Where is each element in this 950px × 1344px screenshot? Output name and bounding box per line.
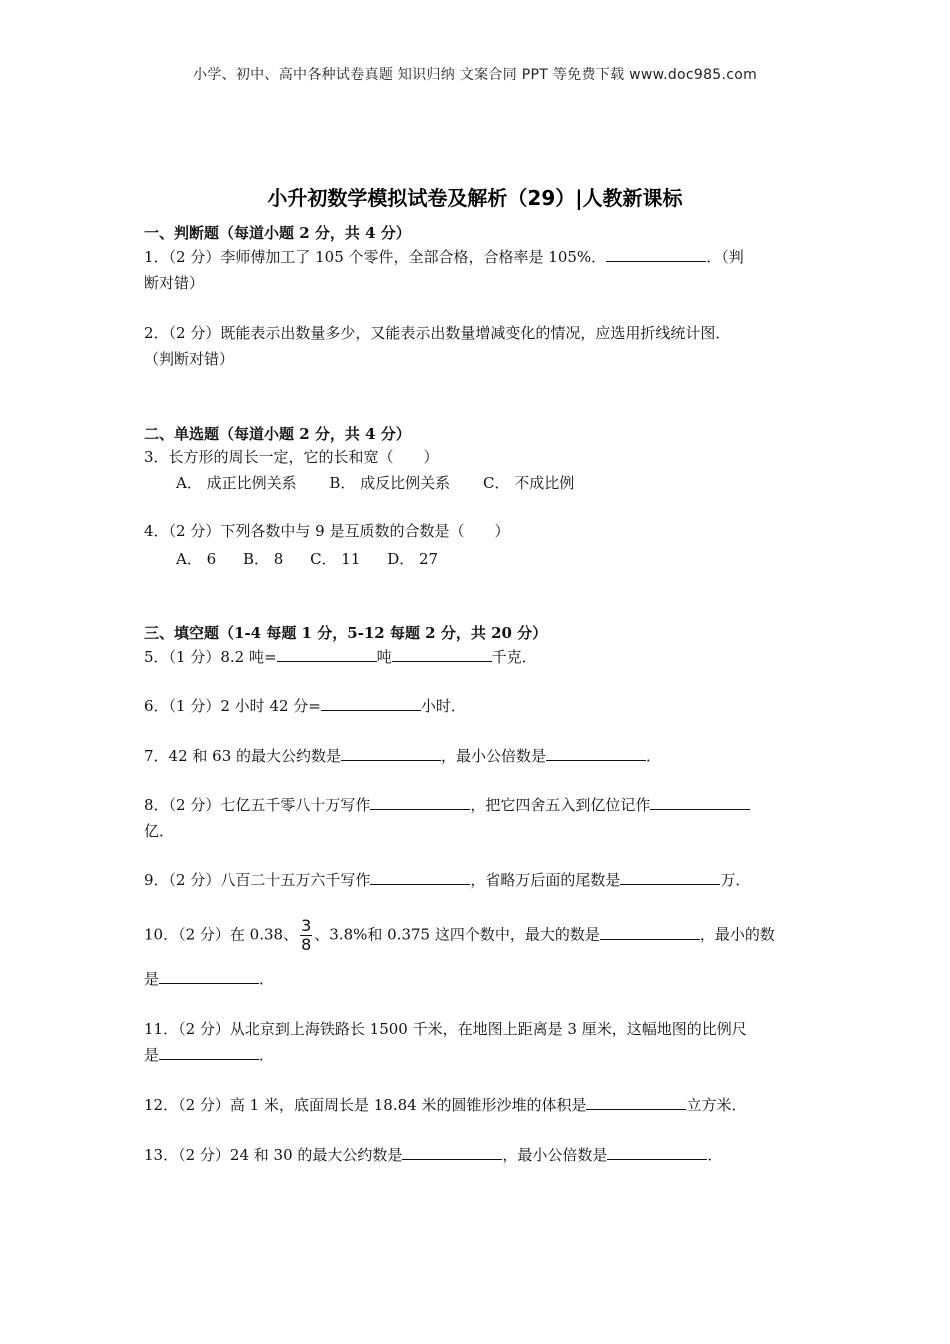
- question-text: （2 分）下列各数中与 9 是互质数的合数是（ ）: [168, 522, 510, 540]
- option-b[interactable]: B． 成反比例关系: [329, 474, 451, 492]
- question-10: [144, 918, 804, 953]
- question-number: 13．: [144, 1146, 179, 1164]
- question-4-options: [176, 548, 460, 569]
- question-4: [144, 518, 804, 544]
- answer-blank[interactable]: [321, 696, 421, 711]
- option-a[interactable]: A． 成正比例关系: [176, 474, 297, 492]
- question-11: [144, 1016, 804, 1068]
- question-number: 12．: [144, 1096, 179, 1114]
- answer-blank[interactable]: [370, 795, 470, 810]
- answer-blank[interactable]: [341, 746, 441, 761]
- question-number: 6．: [144, 697, 169, 715]
- question-text: 亿．: [144, 822, 175, 840]
- option-a[interactable]: A． 6: [176, 550, 217, 568]
- question-number: 4．: [144, 522, 169, 540]
- question-text: 断对错）: [144, 274, 205, 292]
- page-title: 小升初数学模拟试卷及解析（29）|人教新课标: [267, 186, 683, 210]
- question-text: ．: [259, 970, 275, 988]
- question-text: 吨: [376, 648, 392, 666]
- option-c[interactable]: C． 11: [310, 550, 361, 568]
- question-text: 42 和 63 的最大公约数是: [168, 747, 342, 765]
- question-text: （2 分）在 0.38、: [178, 925, 299, 944]
- answer-blank[interactable]: [392, 647, 492, 662]
- question-text: 、3.8%和 0.375 这四个数中，最大的数是: [314, 925, 600, 944]
- answer-blank[interactable]: [277, 647, 377, 662]
- answer-blank[interactable]: [606, 247, 706, 262]
- question-text: ．: [646, 747, 662, 765]
- question-text: 万．: [720, 871, 751, 889]
- question-text: （2 分）从北京到上海铁路长 1500 千米，在地图上距离是 3 厘米，这幅地图的比例尺: [178, 1020, 747, 1038]
- question-number: 3．: [144, 448, 169, 466]
- question-5: [144, 644, 804, 670]
- question-text: 是: [144, 970, 160, 988]
- question-8: [144, 792, 804, 844]
- question-text: ．: [259, 1046, 275, 1064]
- fraction-three-eighths: [300, 918, 312, 953]
- fraction-denominator: 8: [301, 935, 312, 954]
- question-text: （2 分）既能表示出数量多少，又能表示出数量增减变化的情况，应选用折线统计图．: [168, 324, 731, 342]
- question-text: 千克．: [491, 648, 537, 666]
- question-text: ，最小公倍数是: [441, 747, 547, 765]
- question-text: （2 分）李师傅加工了 105 个零件，全部合格，合格率是 105%．: [168, 248, 607, 266]
- option-d[interactable]: D． 27: [387, 550, 439, 568]
- answer-blank[interactable]: [402, 1145, 502, 1160]
- answer-blank[interactable]: [600, 925, 700, 940]
- answer-blank[interactable]: [620, 870, 720, 885]
- answer-blank[interactable]: [650, 795, 750, 810]
- question-text: （2 分）24 和 30 的最大公约数是: [178, 1146, 403, 1164]
- question-text: （2 分）八百二十五万六千写作: [168, 871, 371, 889]
- question-text: （2 分）七亿五千零八十万写作: [168, 796, 371, 814]
- question-text: 长方形的周长一定，它的长和宽（ ）: [168, 448, 439, 466]
- question-9: [144, 867, 804, 893]
- option-b[interactable]: B． 8: [242, 550, 284, 568]
- question-number: 11．: [144, 1020, 179, 1038]
- answer-blank[interactable]: [607, 1145, 707, 1160]
- question-text: 立方米．: [686, 1096, 747, 1114]
- answer-blank[interactable]: [586, 1095, 686, 1110]
- question-text: （判断对错）: [144, 350, 235, 368]
- question-1: [144, 244, 804, 296]
- question-text: 是: [144, 1046, 160, 1064]
- question-text: （2 分）高 1 米，底面周长是 18.84 米的圆锥形沙堆的体积是: [178, 1096, 587, 1114]
- question-text: （1 分）8.2 吨=: [168, 648, 277, 666]
- question-text: ．: [707, 1146, 723, 1164]
- answer-blank[interactable]: [159, 969, 259, 984]
- option-c[interactable]: C． 不成比例: [482, 474, 575, 492]
- question-3-options: [176, 472, 602, 493]
- question-text: 小时．: [420, 697, 466, 715]
- fraction-numerator: 3: [301, 916, 312, 935]
- question-number: 9．: [144, 871, 169, 889]
- question-7: [144, 743, 804, 769]
- question-2: [144, 320, 804, 372]
- question-text: ，把它四舍五入到亿位记作: [470, 796, 651, 814]
- question-number: 10．: [144, 925, 179, 944]
- question-number: 1．: [144, 248, 169, 266]
- question-text: ，最小公倍数是: [502, 1146, 608, 1164]
- question-text: （1 分）2 小时 42 分=: [168, 697, 321, 715]
- section-heading-judgement: 一、判断题（每道小题 2 分，共 4 分）: [144, 224, 411, 242]
- question-text: ．（判: [706, 248, 744, 266]
- section-heading-single-choice: 二、单选题（每道小题 2 分，共 4 分）: [144, 425, 411, 443]
- section-heading-fill-in: 三、填空题（1-4 每题 1 分，5-12 每题 2 分，共 20 分）: [144, 624, 548, 642]
- question-10-continued: [144, 966, 804, 992]
- question-number: 7．: [144, 747, 169, 765]
- answer-blank[interactable]: [159, 1045, 259, 1060]
- site-header: 小学、初中、高中各种试卷真题 知识归纳 文案合同 PPT 等免费下载 www.doc985.com: [192, 67, 758, 83]
- question-text: ，最小的数: [699, 925, 775, 944]
- question-number: 2．: [144, 324, 169, 342]
- question-number: 8．: [144, 796, 169, 814]
- question-13: [144, 1142, 804, 1168]
- question-text: ，省略万后面的尾数是: [470, 871, 621, 889]
- question-12: [144, 1092, 804, 1118]
- question-6: [144, 693, 804, 719]
- question-number: 5．: [144, 648, 169, 666]
- answer-blank[interactable]: [546, 746, 646, 761]
- answer-blank[interactable]: [370, 870, 470, 885]
- question-3: [144, 444, 804, 470]
